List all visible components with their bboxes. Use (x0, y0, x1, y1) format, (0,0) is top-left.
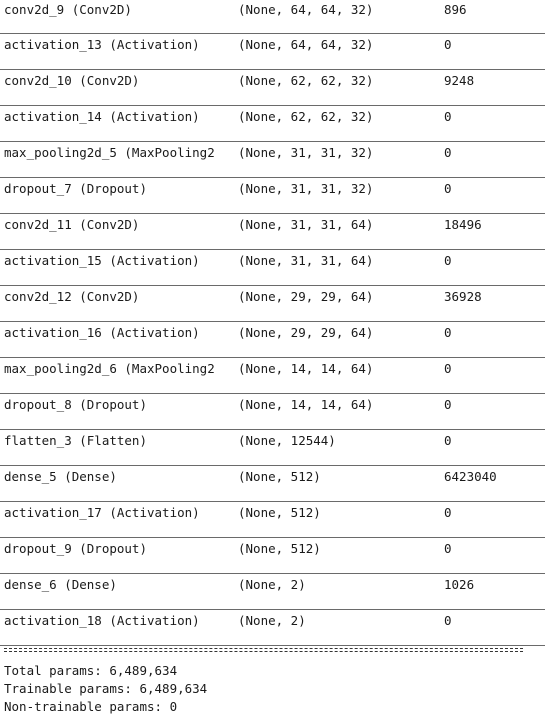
layer-row (0, 574, 545, 610)
layer-name: conv2d_11 (Conv2D) (4, 217, 140, 232)
layer-name: max_pooling2d_6 (MaxPooling2 (4, 361, 215, 376)
layer-name: dropout_8 (Dropout) (4, 397, 147, 412)
output-shape: (None, 31, 31, 32) (238, 181, 374, 196)
param-count: 0 (444, 613, 452, 628)
layer-name: conv2d_9 (Conv2D) (4, 2, 132, 17)
param-count: 0 (444, 397, 452, 412)
param-count: 9248 (444, 73, 475, 88)
layer-row (0, 0, 545, 34)
layer-row (0, 430, 545, 466)
output-shape: (None, 62, 62, 32) (238, 73, 374, 88)
output-shape: (None, 62, 62, 32) (238, 109, 374, 124)
param-count: 6423040 (444, 469, 497, 484)
output-shape: (None, 512) (238, 541, 321, 556)
layer-name: activation_16 (Activation) (4, 325, 200, 340)
output-shape: (None, 14, 14, 64) (238, 397, 374, 412)
layer-name: dense_5 (Dense) (4, 469, 117, 484)
param-count: 1026 (444, 577, 475, 592)
layer-row (0, 538, 545, 574)
param-count: 0 (444, 109, 452, 124)
layer-name: flatten_3 (Flatten) (4, 433, 147, 448)
layer-row (0, 286, 545, 322)
layer-name: activation_14 (Activation) (4, 109, 200, 124)
layer-name: conv2d_10 (Conv2D) (4, 73, 140, 88)
param-count: 18496 (444, 217, 482, 232)
output-shape: (None, 29, 29, 64) (238, 325, 374, 340)
layer-row (0, 502, 545, 538)
trainable-params: Trainable params: 6,489,634 (4, 681, 208, 696)
layer-row (0, 610, 545, 646)
output-shape: (None, 31, 31, 64) (238, 253, 374, 268)
output-shape: (None, 29, 29, 64) (238, 289, 374, 304)
separator-line-bottom (4, 651, 523, 652)
layer-row (0, 322, 545, 358)
layer-name: dropout_9 (Dropout) (4, 541, 147, 556)
param-count: 896 (444, 2, 467, 17)
total-params: Total params: 6,489,634 (4, 663, 178, 678)
output-shape: (None, 12544) (238, 433, 336, 448)
layer-row (0, 250, 545, 286)
param-count: 0 (444, 505, 452, 520)
layer-row (0, 358, 545, 394)
output-shape: (None, 512) (238, 469, 321, 484)
param-count: 0 (444, 361, 452, 376)
params-totals (0, 655, 545, 716)
layer-name: dropout_7 (Dropout) (4, 181, 147, 196)
layer-name: dense_6 (Dense) (4, 577, 117, 592)
layer-name: activation_13 (Activation) (4, 37, 200, 52)
layer-row (0, 34, 545, 70)
layer-row (0, 106, 545, 142)
separator-line-top (4, 648, 523, 649)
param-count: 0 (444, 433, 452, 448)
output-shape: (None, 31, 31, 64) (238, 217, 374, 232)
param-count: 0 (444, 37, 452, 52)
output-shape: (None, 64, 64, 32) (238, 37, 374, 52)
layer-name: activation_18 (Activation) (4, 613, 200, 628)
param-count: 0 (444, 325, 452, 340)
non-trainable-params: Non-trainable params: 0 (4, 699, 178, 714)
layer-row (0, 394, 545, 430)
param-count: 0 (444, 181, 452, 196)
layer-row (0, 70, 545, 106)
param-count: 0 (444, 541, 452, 556)
layer-name: activation_17 (Activation) (4, 505, 200, 520)
param-count: 0 (444, 145, 452, 160)
output-shape: (None, 2) (238, 613, 306, 628)
layer-row (0, 214, 545, 250)
layer-name: activation_15 (Activation) (4, 253, 200, 268)
output-shape: (None, 64, 64, 32) (238, 2, 374, 17)
param-count: 0 (444, 253, 452, 268)
output-shape: (None, 31, 31, 32) (238, 145, 374, 160)
layer-name: conv2d_12 (Conv2D) (4, 289, 140, 304)
layer-row (0, 178, 545, 214)
output-shape: (None, 512) (238, 505, 321, 520)
param-count: 36928 (444, 289, 482, 304)
summary-separator (0, 646, 545, 655)
layer-row (0, 142, 545, 178)
output-shape: (None, 2) (238, 577, 306, 592)
layer-name: max_pooling2d_5 (MaxPooling2 (4, 145, 215, 160)
layer-row (0, 466, 545, 502)
output-shape: (None, 14, 14, 64) (238, 361, 374, 376)
